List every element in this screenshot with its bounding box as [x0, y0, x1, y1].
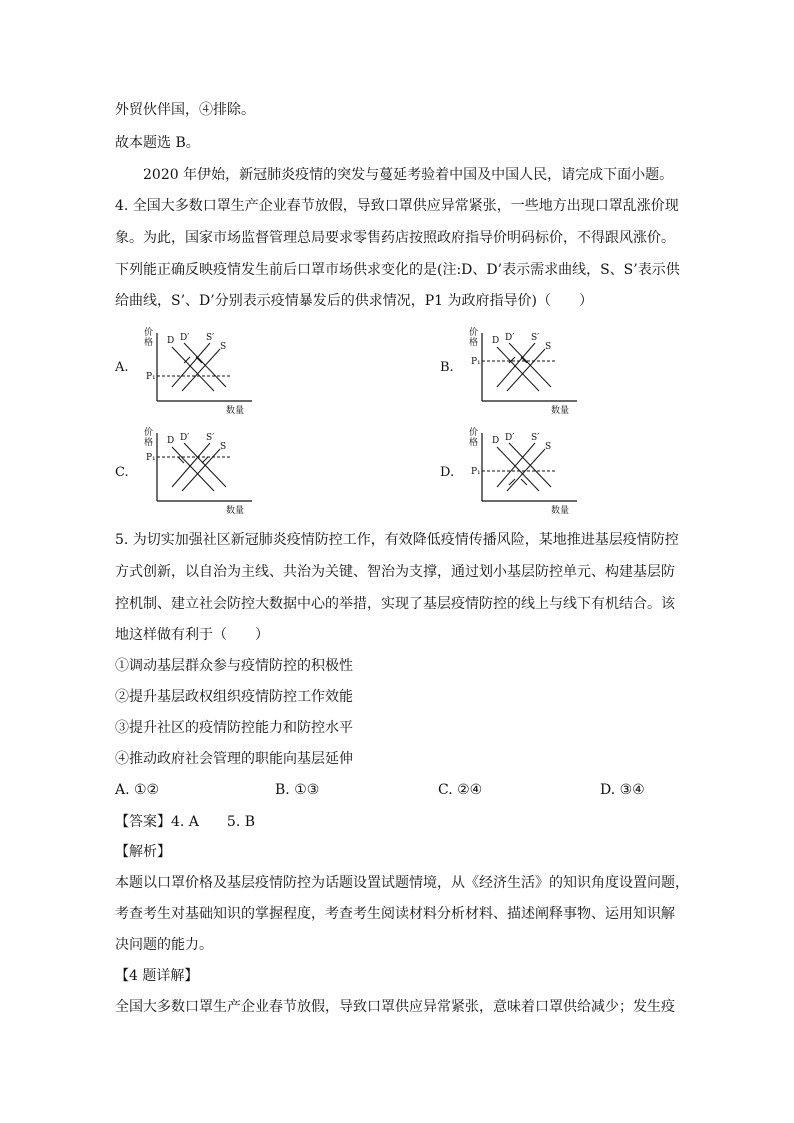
statement-2: ②提升基层政权组织疫情防控工作效能	[115, 689, 353, 705]
d-label: D	[492, 336, 500, 346]
d-label: D	[492, 436, 500, 446]
y-axis-label: 格	[144, 338, 154, 348]
shift-arrow-icon	[178, 457, 184, 463]
y-axis-label: 价	[469, 328, 479, 338]
demand-curve-d	[172, 347, 214, 391]
y-axis-label: 格	[469, 338, 479, 348]
analysis-text: 本题以口罩价格及基层疫情防控为话题设置试题情境，从《经济生活》的知识角度设置问题，	[115, 875, 689, 891]
q5-stem: 方式创新，以自治为主线、共治为关键、智治为支撑，通过划小基层防控单元、构建基层防	[115, 564, 675, 580]
d-label: D	[167, 436, 175, 446]
d-prime-label: D′	[180, 433, 190, 443]
text-line: 外贸伙伴国，④排除。	[115, 102, 255, 118]
answer-line: 【答案】4. A 5. B	[115, 814, 256, 830]
q5-stem: 地这样做有利于（ ）	[115, 627, 269, 643]
graph-c	[140, 425, 270, 517]
shift-arrow-icon	[521, 357, 527, 363]
p1-label: P₁	[146, 372, 156, 382]
choice-b: B. ①③	[275, 782, 320, 798]
s-prime-label: S′	[531, 433, 540, 443]
y-axis-label: 价	[144, 328, 154, 338]
detail-text: 全国大多数口罩生产企业春节放假，导致口罩供应异常紧张，意味着口罩供给减少；发生疫	[115, 999, 675, 1015]
y-axis-label: 价	[144, 428, 154, 438]
y-axis-label: 格	[144, 438, 154, 448]
p1-label: P₁	[471, 467, 481, 477]
analysis-text: 决问题的能力。	[115, 937, 213, 953]
option-d-label: D.	[440, 465, 455, 480]
shift-arrow-icon	[521, 479, 527, 485]
q4-stem: 给曲线，S’、D’分别表示疫情暴发后的供求情况，P1 为政府指导价)（ ）	[115, 293, 593, 309]
p1-label: P₁	[146, 453, 156, 463]
q4-stem: 4. 全国大多数口罩生产企业春节放假，导致口罩供应异常紧张，一些地方出现口罩乱涨价现	[115, 198, 679, 214]
shift-arrow-icon	[202, 457, 208, 463]
x-axis-label: 数量	[226, 406, 245, 416]
s-prime-label: S′	[206, 333, 215, 343]
detail-heading: 【4 题详解】	[115, 968, 199, 984]
choice-c: C. ②④	[438, 782, 483, 798]
shift-arrow-icon	[196, 357, 202, 363]
s-label: S	[545, 442, 552, 452]
demand-curve-d	[497, 347, 539, 391]
d-prime-label: D′	[180, 333, 190, 343]
y-axis-label: 格	[469, 438, 479, 448]
x-axis-label: 数量	[226, 506, 245, 516]
option-c-label: C.	[115, 465, 129, 480]
supply-curve-s	[182, 449, 220, 491]
graph-d	[465, 425, 595, 517]
statement-3: ③提升社区的疫情防控能力和防控水平	[115, 720, 353, 736]
analysis-heading: 【解析】	[115, 844, 171, 860]
analysis-text: 考查考生对基础知识的掌握程度，考查考生阅读材料分析材料、描述阐释事物、运用知识解	[115, 906, 675, 922]
option-a-label: A.	[115, 360, 129, 375]
supply-curve-s	[507, 349, 545, 391]
statement-1: ①调动基层群众参与疫情防控的积极性	[115, 658, 353, 674]
demand-curve-d	[497, 447, 539, 491]
x-axis-label: 数量	[551, 406, 570, 416]
s-prime-label: S′	[206, 433, 215, 443]
graph-a	[140, 325, 270, 417]
q5-stem: 5. 为切实加强社区新冠肺炎疫情防控工作，有效降低疫情传播风险，某地推进基层疫情防控	[115, 532, 679, 548]
shift-arrow-icon	[509, 479, 515, 485]
d-prime-label: D′	[505, 433, 515, 443]
option-b-label: B.	[440, 360, 454, 375]
d-prime-label: D′	[505, 333, 515, 343]
q4-stem: 象。为此，国家市场监督管理总局要求零售药店按照政府指导价明码标价，不得跟风涨价。	[115, 230, 675, 246]
s-label: S	[220, 442, 227, 452]
intro-line: 2020 年伊始，新冠肺炎疫情的突发与蔓延考验着中国及中国人民，请完成下面小题。	[143, 167, 674, 183]
y-axis-label: 价	[469, 428, 479, 438]
supply-curve-s	[182, 349, 220, 391]
q4-stem: 下列能正确反映疫情发生前后口罩市场供求变化的是(注:D、D’表示需求曲线，S、S’表示供	[115, 262, 680, 278]
x-axis-label: 数量	[551, 506, 570, 516]
demand-curve-d	[172, 447, 214, 491]
text-line: 故本题选 B。	[115, 135, 200, 151]
d-label: D	[167, 336, 175, 346]
graph-b	[465, 325, 595, 417]
s-label: S	[220, 342, 227, 352]
choice-d: D. ③④	[600, 782, 645, 798]
s-prime-label: S′	[531, 333, 540, 343]
choice-a: A. ①②	[115, 782, 160, 798]
s-label: S	[545, 342, 552, 352]
p1-label: P₁	[471, 357, 481, 367]
q5-stem: 控机制、建立社会防控大数据中心的举措，实现了基层疫情防控的线上与线下有机结合。该	[115, 596, 675, 612]
statement-4: ④推动政府社会管理的职能向基层延伸	[115, 751, 353, 767]
